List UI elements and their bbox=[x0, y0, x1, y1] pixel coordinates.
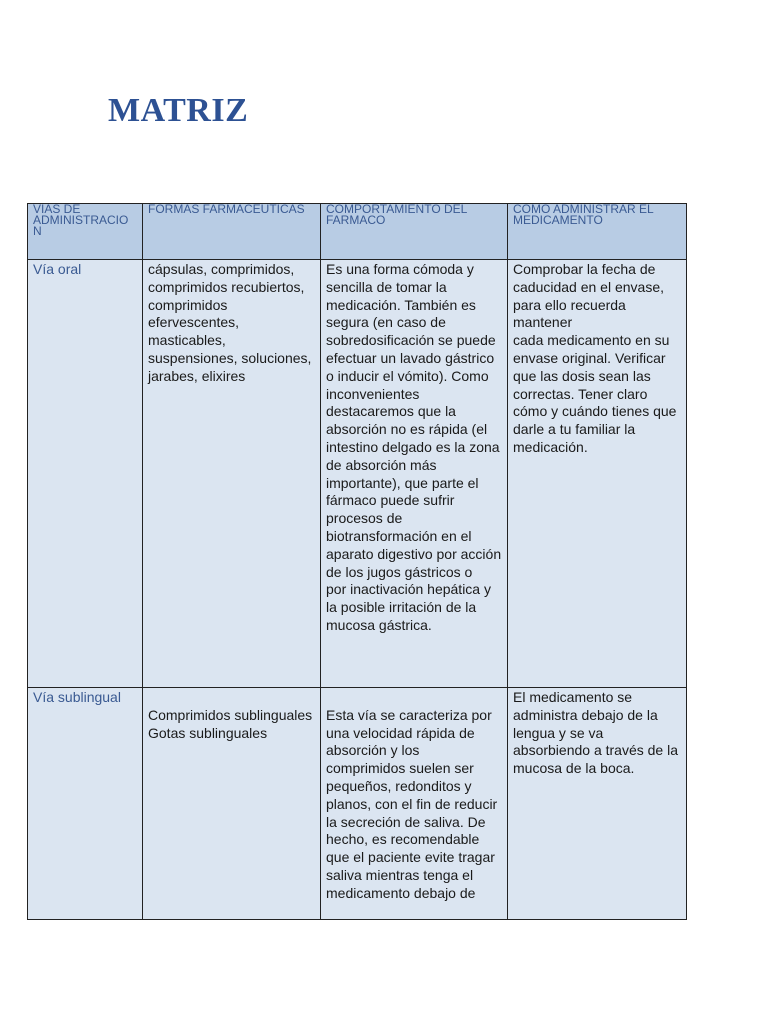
header-administer: COMO ADMINISTRAR EL MEDICAMENTO bbox=[508, 204, 687, 260]
route-cell: Vía sublingual bbox=[28, 688, 143, 920]
table-header-row bbox=[28, 204, 687, 260]
header-routes: VIAS DE ADMINISTRACIO N bbox=[28, 204, 143, 260]
header-forms: FORMAS FARMACEUTICAS bbox=[143, 204, 321, 260]
route-cell: Vía oral bbox=[28, 260, 143, 688]
forms-cell: Comprimidos sublinguales Gotas sublinguales bbox=[148, 706, 313, 741]
forms-cell-wrapper bbox=[143, 688, 321, 920]
behavior-cell: Es una forma cómoda y sencilla de tomar la medicación. También es segura (en caso de sobredosificación se puede efectuar un lavado gástrico o inducir el vómito). Como inconvenientes destacaremos que la absorción no es rápida (el intestino delgado es la zona de absorción más importante), que parte el fármaco puede sufrir procesos de biotransformación en el aparato digestivo por acción de los jugos gástricos o por inactivación hepática y la posible irritación de la mucosa gástrica. bbox=[321, 260, 508, 688]
forms-cell: cápsulas, comprimidos, comprimidos recubiertos, comprimidos efervescentes, masticables, suspensiones, soluciones, jarabes, elixires bbox=[143, 260, 321, 688]
header-behavior: COMPORTAMIENTO DEL FARMACO bbox=[321, 204, 508, 260]
blank-line bbox=[148, 689, 315, 707]
page-title: MATRIZ bbox=[108, 92, 249, 129]
administer-cell: Comprobar la fecha de caducidad en el envase, para ello recuerda mantener cada medicamento en su envase original. Verificar que las dosis sean las correctas. Tener claro cómo y cuándo tienes que darle a tu familiar la medicación. bbox=[508, 260, 687, 688]
table-row-oral bbox=[28, 260, 687, 688]
matrix-table bbox=[27, 203, 687, 920]
behavior-cell: Esta vía se caracteriza por una velocidad rápida de absorción y los comprimidos suelen ser pequeños, redonditos y planos, con el fin de reducir la secreción de saliva. De hecho, es recomendable que el paciente evite tragar saliva mientras tenga el medicamento debajo de bbox=[326, 706, 498, 901]
table-row-sublingual bbox=[28, 688, 687, 920]
behavior-cell-wrapper bbox=[321, 688, 508, 920]
administer-cell: El medicamento se administra debajo de la lengua y se va absorbiendo a través de la mucosa de la boca. bbox=[508, 688, 687, 920]
blank-line bbox=[326, 689, 502, 707]
